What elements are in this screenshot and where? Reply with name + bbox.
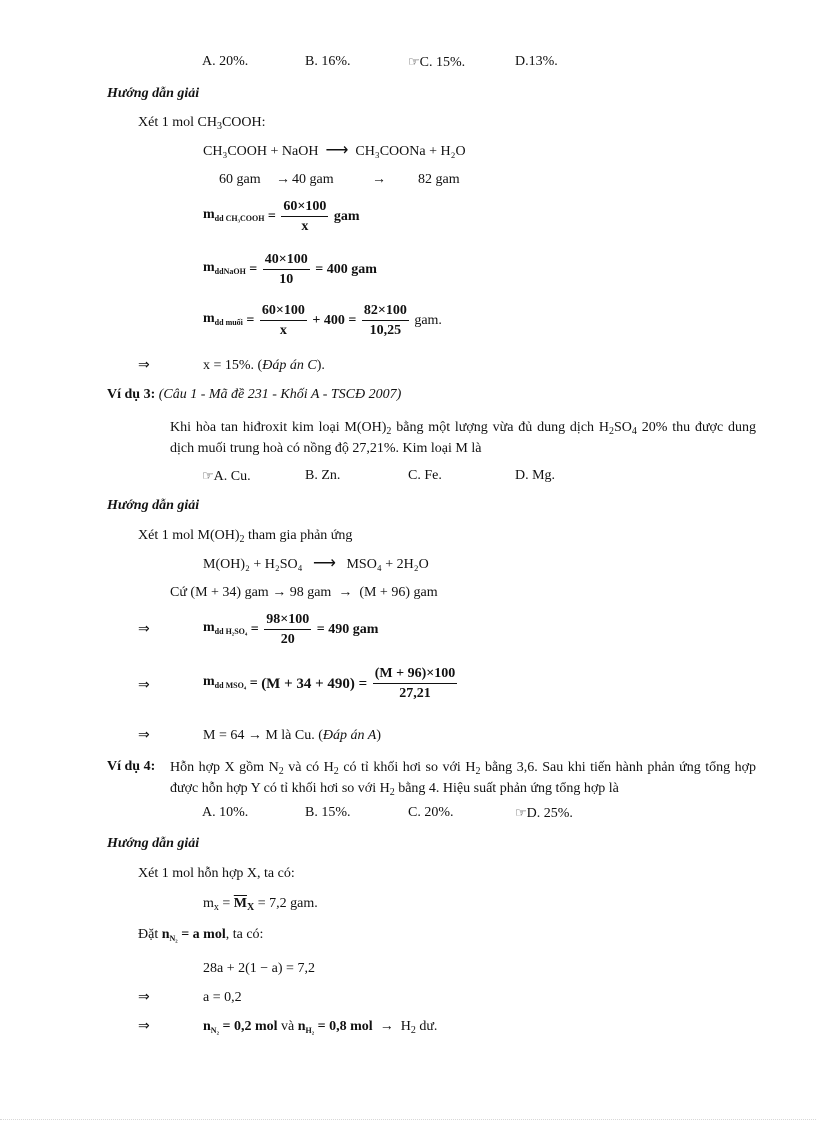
sol1-equation: CH₃COOH + NaOH ⟶ CH₃COONa + H₂O	[203, 142, 466, 159]
top-option-d: D.13%.	[515, 54, 558, 69]
top-option-c	[408, 53, 465, 72]
sol3-implies-2: ⇒	[138, 678, 150, 693]
sol1-formula-m2: $m_{ddNaOH}$ = $\frac{40\times 100}{10}$ = 400 gam	[203, 252, 377, 287]
top-option-a: A. 20%.	[202, 54, 249, 69]
sol1-formula-m3: $m_{dd muối}$ = $\frac{60\times 100}{x}$ + 400 = $\frac{82\times 100}{10,25}$ gam.	[203, 303, 442, 338]
sol3-mass: Cứ (M + 34) gam → 98 gam → (M + 96) gam	[170, 585, 438, 600]
page-bottom-border	[0, 1119, 816, 1120]
ex3-option-c: C. Fe.	[408, 468, 442, 483]
sol4-eq1: 28a + 2(1 − a) = 7,2	[203, 961, 315, 976]
sol3-implies-3: ⇒	[138, 728, 150, 743]
sol1-mass-c: 82 gam	[418, 172, 460, 187]
sol3-heading: Hướng dẫn giải	[107, 498, 200, 513]
sol1-mass-a: 60 gam	[219, 172, 261, 187]
top-option-b: B. 16%.	[305, 54, 351, 69]
sol3-implies-1: ⇒	[138, 622, 150, 637]
sol1-mass-b: 40 gam	[292, 172, 334, 187]
sol4-implies-1: ⇒	[138, 990, 150, 1005]
sol1-intro: Xét 1 mol $CH_3COOH$:	[138, 115, 266, 132]
sol4-intro: Xét 1 mol hỗn hợp X, ta có:	[138, 866, 295, 881]
sol3-intro: Xét 1 mol $M(OH)_2$ tham gia phản ứng	[138, 528, 353, 545]
sol4-result: $n_{N_2} = 0,2$ mol và $n_{H_2} = 0,8$ mol → $H_2$ dư.	[203, 1019, 438, 1036]
ex4-option-a: A. 10%.	[202, 805, 249, 820]
sol4-mx: $m_x = \overline{M}_X = 7,2$ gam.	[203, 896, 318, 913]
ex3-option-d: D. Mg.	[515, 468, 556, 483]
sol1-implies: ⇒	[138, 358, 150, 373]
pointing-hand-icon: ☞	[515, 805, 527, 820]
sol4-eq2: a = 0,2	[203, 990, 242, 1005]
ex4-option-d: ☞D. 25%.	[515, 805, 573, 821]
sol4-implies-2: ⇒	[138, 1019, 150, 1034]
sol3-formula-m2: $m_{dd MSO_4} = (M + 34 + 490)$ = $\frac{(M + 96)\times 100}{27,21}$	[203, 666, 456, 701]
ex3-option-a: ☞A. Cu.	[202, 468, 251, 484]
sol3-equation: M(OH)₂ + H₂SO₄ ⟶ MSO₄ + 2H₂O	[203, 555, 429, 572]
ex4-problem: Hỗn hợp X gồm $N_2$ và có $H_2$ có tỉ khối hơi so với $H_2$ bằng 3,6. Sau khi tiến hành phản ứng tổng hợp được hỗn hợp Y có tỉ khối hơi so với $H_2$ bằng 4. Hiệu suất phản ứng tổng hợp là	[170, 760, 757, 798]
pointing-hand-icon: ☞	[408, 54, 420, 69]
ex3-header: Ví dụ 3: (Câu 1 - Mã đề 231 - Khối A - TSCĐ 2007)	[107, 387, 402, 402]
ex4-option-b: B. 15%.	[305, 805, 351, 820]
sol1-formula-m1: $m_{dd CH_3COOH}$ = $\frac{60\times 100}{x}$ gam	[203, 199, 360, 234]
sol3-formula-m1: $m_{dd H_2SO_4}$ = $\frac{98\times 100}{20}$ = 490 gam	[203, 612, 379, 647]
ex4-option-c: C. 20%.	[408, 805, 454, 820]
sol1-heading: Hướng dẫn giải	[107, 86, 200, 101]
sol4-set: Đặt $n_{N_2} = a$ mol, ta có:	[138, 927, 264, 943]
sol1-mass-arrow1: →	[276, 172, 290, 187]
ex3-problem: Khi hòa tan hiđroxit kim loại $M(OH)_2$ bằng một lượng vừa đủ dung dịch $H_2SO_4$ 20% thu được dung dịch muối trung hoà có nồng độ 27,21%. Kim loại M là	[170, 420, 756, 456]
ex4-label: Ví dụ 4:	[107, 759, 156, 774]
sol4-heading: Hướng dẫn giải	[107, 836, 200, 851]
sol1-mass-arrow2: →	[372, 172, 386, 187]
pointing-hand-icon: ☞	[202, 468, 214, 483]
top-option-c-label: C. 15%.	[419, 55, 466, 70]
ex3-option-b: B. Zn.	[305, 468, 341, 483]
sol3-answer: M = 64 → M là Cu. (Đáp án A)	[203, 728, 381, 743]
sol1-answer: x = 15%. (Đáp án C).	[203, 358, 325, 373]
